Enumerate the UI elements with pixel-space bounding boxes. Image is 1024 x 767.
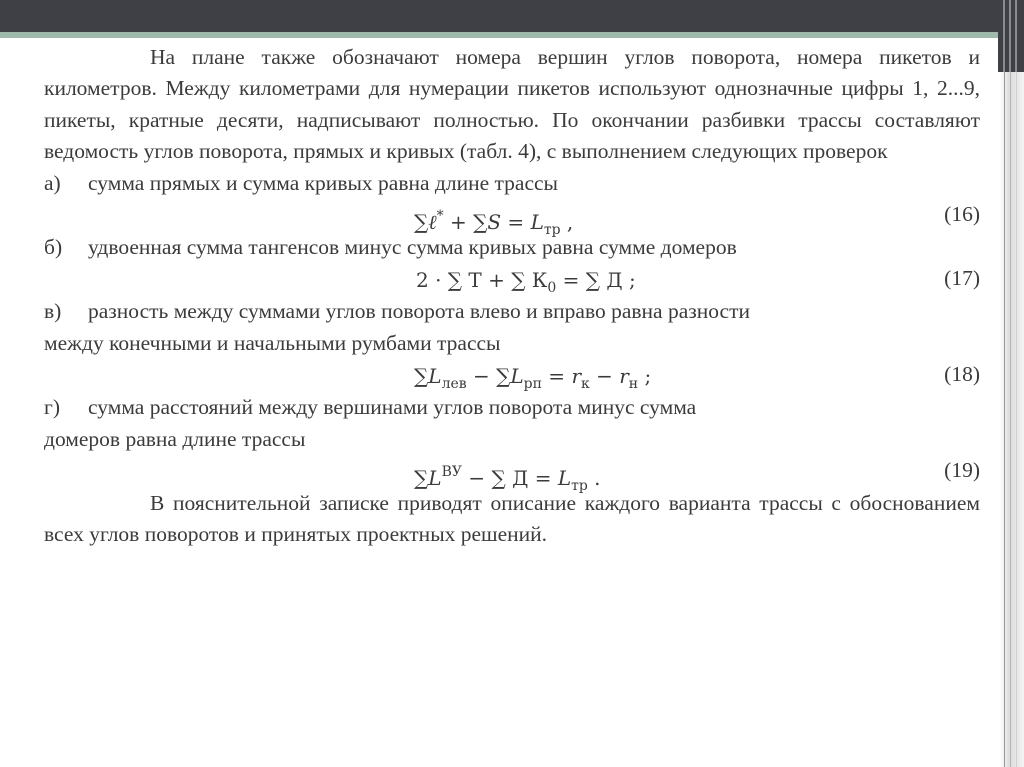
formula-17 [44,263,980,296]
check-a-text: сумма прямых и сумма кривых равна длине трассы [88,170,558,195]
check-g-label: г) [44,395,60,420]
check-v [44,296,980,359]
check-v-label: в) [44,299,62,324]
frame-line [1010,0,1011,767]
formula-18-number: (18) [944,362,980,387]
check-v-text: разность между суммами углов поворота влево и вправо равна разности [88,299,750,324]
slide-header-bar [0,0,1024,32]
frame-line [1016,0,1017,767]
check-b-label: б) [44,235,63,260]
formula-18-expression: $\sum L_{лев} - \sum L_{рп} = r_к - r_н$ ; [414,364,652,393]
slide-body [44,42,980,551]
check-a [44,168,980,199]
formula-17-number: (17) [944,266,980,291]
check-g [44,392,980,455]
formula-19-number: (19) [944,458,980,483]
check-g-text-cont: домеров равна длине трассы [44,426,306,451]
slide-corner-decoration [998,0,1024,72]
frame-line [1004,0,1005,767]
formula-16 [44,199,980,239]
slide-accent-stripe [0,32,1024,38]
check-a-label: а) [44,170,61,195]
formula-17-expression: 2 · ∑ Т + ∑ $К_0$ = ∑ Д ; [416,268,636,297]
check-v-text-cont: между конечными и начальными румбами трассы [44,330,501,355]
formula-19-expression: $\sum L^{ВУ}$ − ∑ $Д = L_{тр}$ . [414,464,601,495]
check-b-text: удвоенная сумма тангенсов минус сумма кривых равна сумме домеров [88,235,737,260]
formula-18 [44,359,980,392]
formula-16-expression: ∑ℓ* + $\sum S = L_{тр}$ , [414,208,574,239]
paragraph-intro: На плане также обозначают номера вершин углов поворота, номера пикетов и километров. Между километрами для нумерации пикетов используют однозначные цифры 1, 2...9, пикеты, кратные десяти, надписывают полностью. По окончании разбивки трассы составляют ведомость углов поворота, прямых и кривых (табл. 4), с выполнением следующих проверок [44,45,980,164]
formula-19 [44,455,980,495]
paragraph-final: В пояснительной записке приводят описание каждого варианта трассы с обоснованием всех углов поворотов и принятых проектных решений. [44,491,980,547]
formula-16-number: (16) [944,202,980,227]
check-g-text: сумма расстояний между вершинами углов поворота минус сумма [88,395,697,420]
